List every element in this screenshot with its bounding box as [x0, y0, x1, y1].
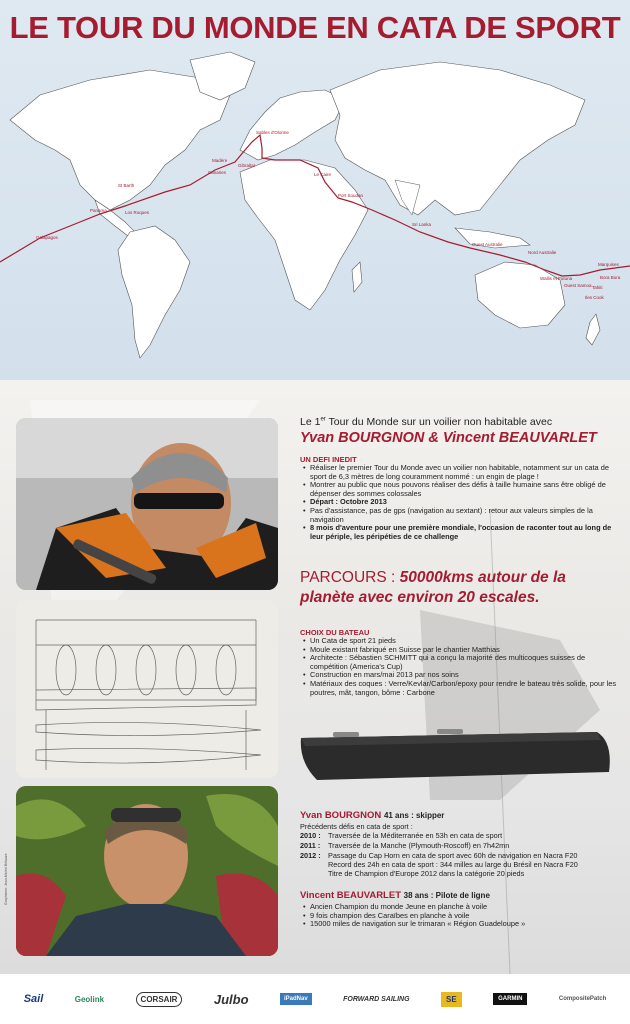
yvan-row-text: Traversée de la Méditerranée en 53h en cata de sport	[328, 831, 503, 840]
vincent-age: 38 ans : Pilote de ligne	[403, 891, 490, 900]
parcours-text: 50000kms autour de la planète avec environ 20 escales.	[300, 569, 566, 606]
island-new-zealand	[586, 314, 600, 345]
map-label: Tahiti	[592, 285, 603, 290]
defi-item: • Départ : Octobre 2013	[303, 498, 621, 507]
yvan-row	[300, 860, 578, 869]
page-title: LE TOUR DU MONDE EN CATA DE SPORT	[9, 10, 621, 45]
photo-yvan-helmet	[16, 418, 278, 590]
map-label: Ouest Australie	[472, 242, 503, 247]
yvan-row-text: Titre de Champion d'Europe 2012 dans la catégorie 20 pieds	[328, 869, 525, 878]
intro-prefix: Le 1	[300, 416, 321, 428]
map-label: Sables d'Olonne	[256, 130, 289, 135]
map-label: Le Caire	[314, 172, 332, 177]
vincent-list	[303, 903, 621, 929]
yvan-year: 2012 :	[300, 851, 321, 860]
bateau-item: • Construction en mars/mai 2013 par nos soins	[303, 671, 621, 680]
yvan-name: Yvan BOURGNON	[300, 810, 382, 821]
defi-item: • Montrer au public que nous pouvons réaliser des défis à taille humaine sans être obligé de dépenser des sommes colossales	[303, 481, 621, 498]
map-label: Panama	[90, 208, 107, 213]
sponsor-logo-se: SE	[441, 992, 462, 1007]
vincent-heading	[300, 890, 490, 901]
sponsor-logo-garmin: GARMIN	[493, 993, 527, 1005]
yvan-year: 2010 :	[300, 831, 321, 840]
defi-heading: UN DEFI INEDIT	[300, 455, 357, 464]
map-label: Los Roques	[125, 210, 150, 215]
island-madagascar	[352, 262, 362, 292]
map-label: St Barth	[118, 183, 135, 188]
photo-credit: Graphisme: Jean-Michel Bélauze	[4, 853, 8, 905]
yvan-row-text: Passage du Cap Horn en cata de sport avec 60h de navigation en Nacra F20	[328, 851, 578, 860]
yvan-year: 2011 :	[300, 841, 321, 850]
yvan-row-text: Traversée de la Manche (Plymouth-Roscoff) en 7h42mn	[328, 841, 510, 850]
photo-boat-plans	[16, 600, 278, 778]
map-svg	[0, 0, 630, 380]
bateau-item: • Architecte : Sébastien SCHMITT qui a conçu la majorité des multicoques suisses de compétition (America's Cup)	[303, 654, 621, 671]
continent-africa	[240, 160, 368, 310]
sponsor-logo-corsair: CORSAIR	[136, 992, 183, 1007]
map-label: Gibraltar	[238, 163, 256, 168]
map-label: Wallis et Futuna	[540, 276, 573, 281]
intro-sup: er	[320, 416, 326, 423]
map-label: Nord Australie	[528, 250, 557, 255]
sponsor-logo-geolink: Geolink	[74, 994, 105, 1004]
sponsor-logo-ipadnav: iPadNav	[280, 993, 312, 1005]
map-label: Sri Lanka	[412, 222, 432, 227]
sponsor-logo-compositepatch: CompositePatch	[558, 996, 607, 1002]
yvan-row	[300, 831, 502, 840]
bateau-list	[303, 637, 621, 697]
yvan-age: 41 ans : skipper	[383, 811, 445, 820]
yvan-sub: Précédents défis en cata de sport :	[300, 822, 413, 831]
sponsor-logo-julbo: Julbo	[213, 991, 249, 1007]
vincent-name: Vincent BEAUVARLET	[300, 890, 401, 901]
intro-rest: Tour du Monde sur un voilier non habitable avec	[325, 416, 553, 428]
continent-europe	[240, 90, 345, 160]
team-names: Yvan BOURGNON & Vincent BEAUVARLET	[300, 430, 597, 446]
defi-list	[303, 464, 621, 541]
defi-item: • Pas d'assistance, pas de gps (navigation au sextant) : retour aux valeurs simples de la navigation	[303, 507, 621, 524]
bateau-item: • Matériaux des coques : Verre/Kevlar/Carbon/epoxy pour rendre le bateau très solide, pour les poutres, mât, tangon, bôme : Carbone	[303, 680, 621, 697]
vincent-item: • 15000 miles de navigation sur le trimaran « Région Guadeloupe »	[303, 920, 621, 929]
yvan-row-text: Record des 24h en cata de sport : 344 milles au large du Brésil en Nacra F20	[328, 860, 578, 869]
parcours-label: PARCOURS :	[300, 569, 400, 586]
vincent-item: • 9 fois champion des Caraïbes en planche à voile	[303, 912, 621, 921]
intro-line	[300, 416, 552, 428]
sponsor-bar	[0, 974, 630, 1024]
yvan-row	[300, 869, 524, 878]
sponsor-logo-sail: Sail	[23, 993, 44, 1005]
parcours	[300, 568, 620, 608]
defi-item: • 8 mois d'aventure pour une première mondiale, l'occasion de raconter tout au long de leur périple, les péripéties de ce challenge	[303, 524, 621, 541]
map-label: Galapagos	[36, 235, 58, 240]
yvan-row	[300, 841, 509, 850]
photo-vincent	[16, 786, 278, 956]
map-label: Iles Cook	[585, 295, 604, 300]
vincent-item: • Ancien Champion du monde Jeune en planche à voile	[303, 903, 621, 912]
bateau-item: • Un Cata de sport 21 pieds	[303, 637, 621, 646]
hull-image	[297, 722, 613, 784]
map-label: Madère	[212, 158, 228, 163]
bateau-item: • Moule existant fabriqué en Suisse par le chantier Matthias	[303, 646, 621, 655]
map-label: Marquises	[598, 262, 619, 267]
sponsor-logo-forward-sailing: FORWARD SAILING	[343, 995, 410, 1003]
yvan-heading	[300, 810, 444, 821]
map-label: Ouest Samoa	[564, 283, 592, 288]
defi-item: • Réaliser le premier Tour du Monde avec un voilier non habitable, notamment sur un cata de sport de 6,3 mètres de long couramment nommé : un engin de plage !	[303, 464, 621, 481]
continent-south-america	[118, 226, 190, 358]
bateau-heading: CHOIX DU BATEAU	[300, 628, 370, 637]
continent-north-america	[10, 70, 230, 210]
continent-asia	[330, 62, 585, 215]
map-label: Bora Bora	[600, 275, 621, 280]
yvan-row	[300, 851, 577, 860]
map-label: Canaries	[208, 170, 227, 175]
map-label: Port Soudan	[338, 193, 364, 198]
world-map	[0, 0, 630, 380]
